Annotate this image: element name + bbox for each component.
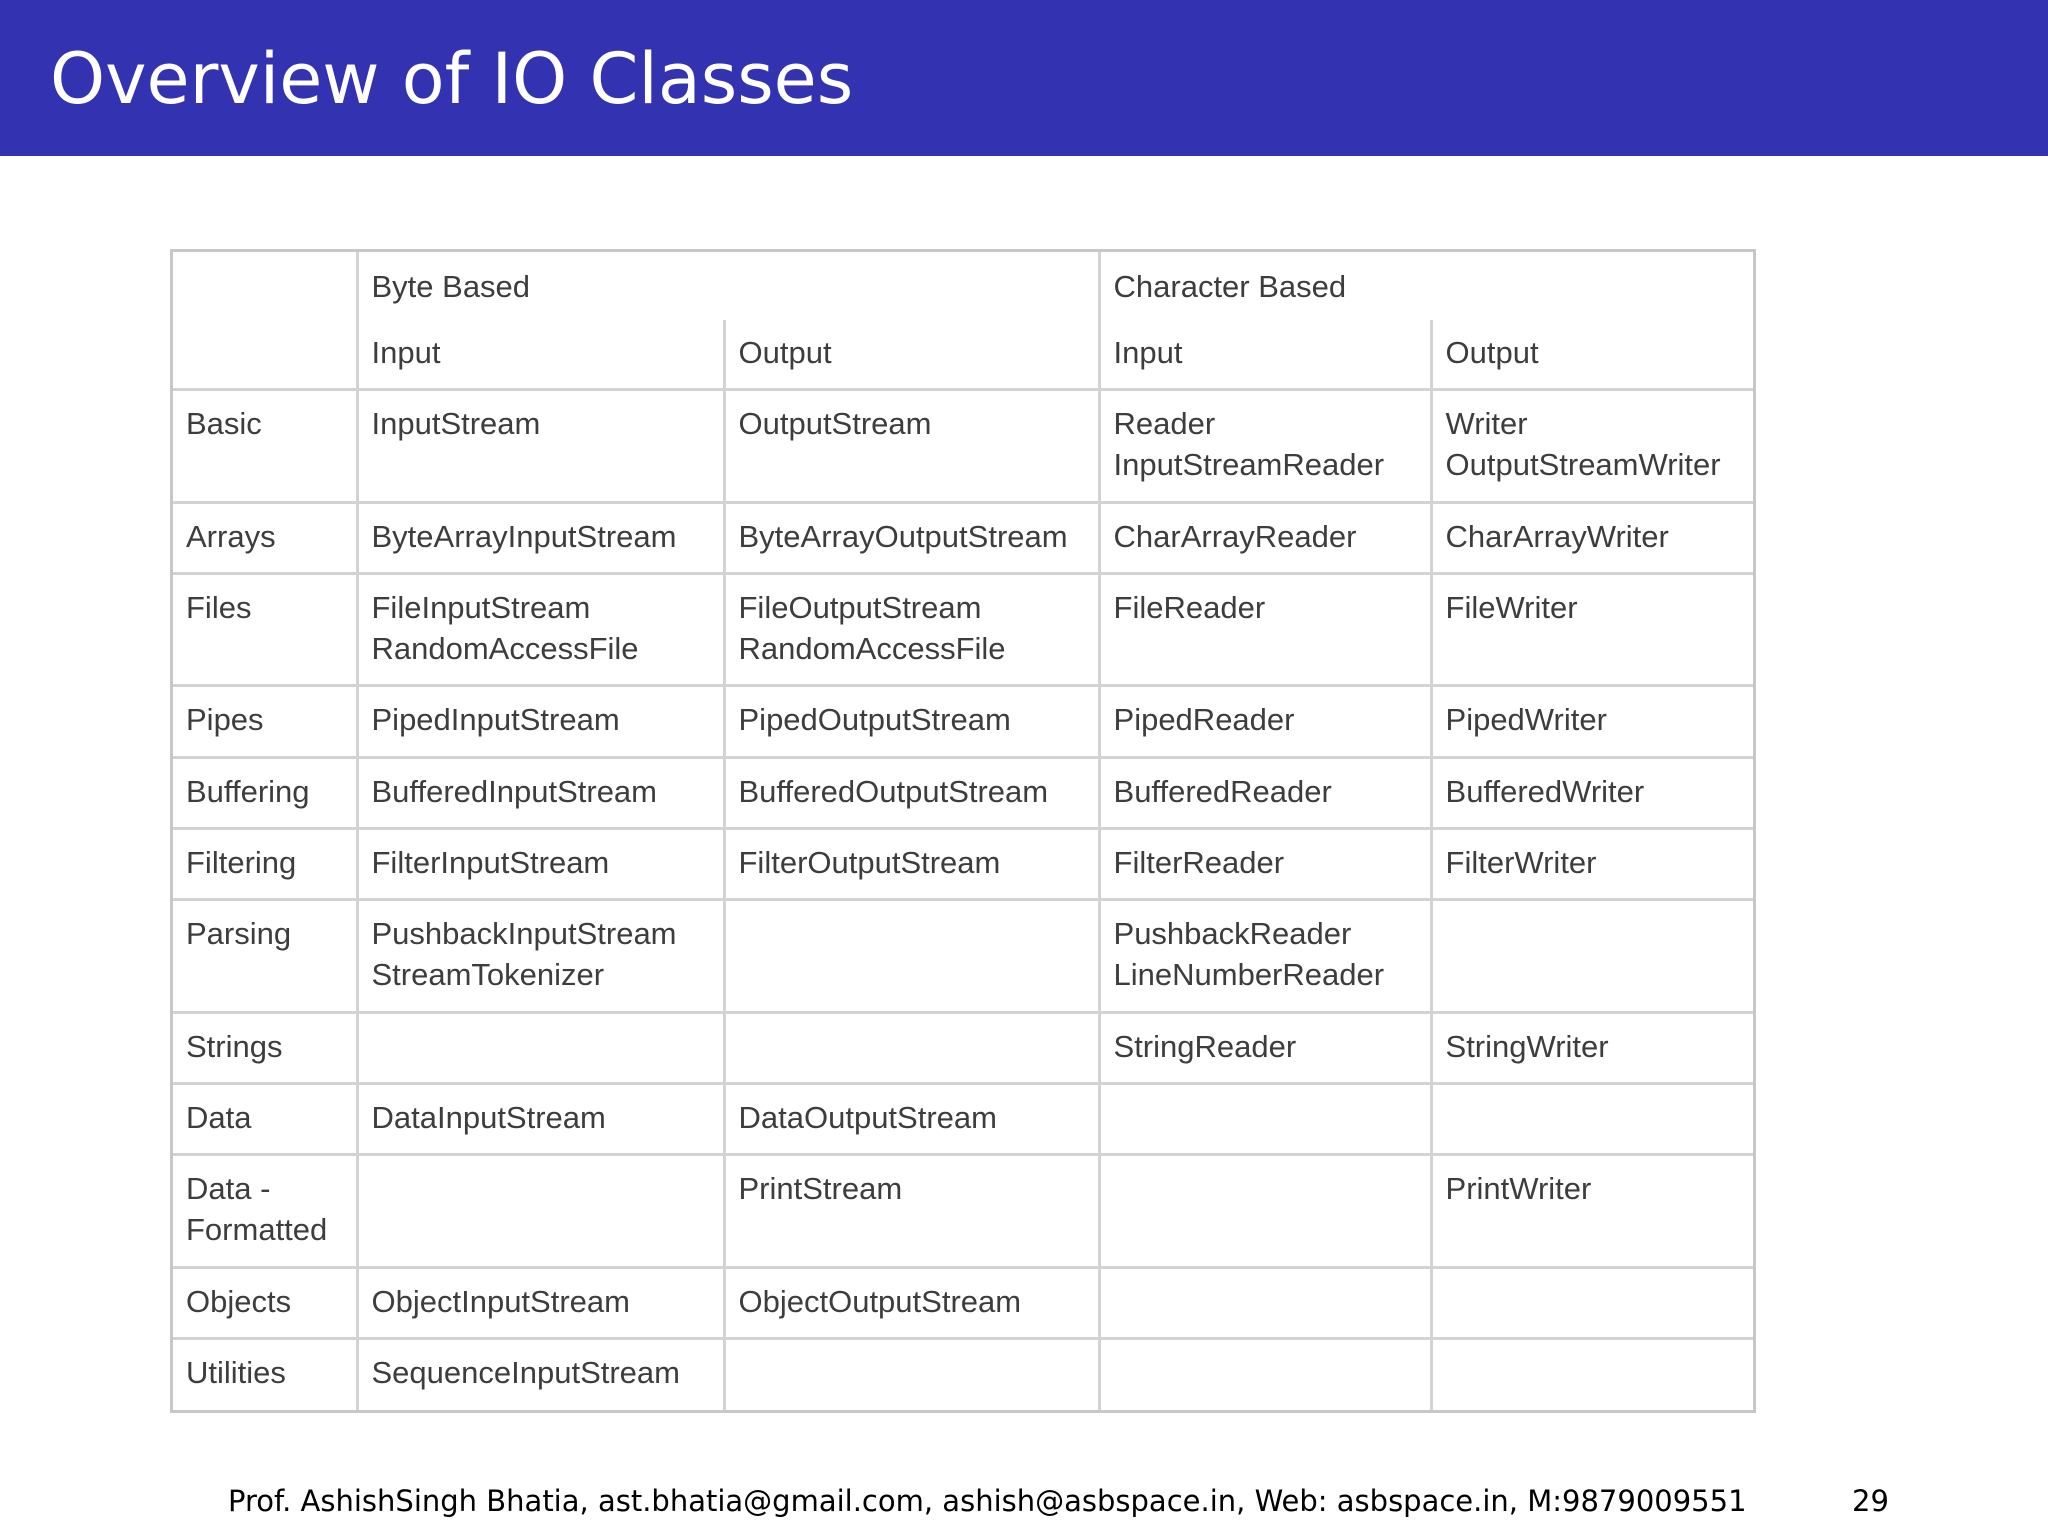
char-output-cell: BufferedWriter	[1431, 757, 1753, 828]
row-category-cell: Buffering	[173, 757, 357, 828]
char-input-cell	[1099, 1155, 1431, 1267]
header-byte-based: Byte Based	[357, 252, 1099, 320]
row-category-cell: Objects	[173, 1267, 357, 1338]
char-input-cell	[1099, 1339, 1431, 1410]
header-char-input: Input	[1099, 320, 1431, 389]
byte-input-cell: DataInputStream	[357, 1084, 724, 1155]
char-input-cell: PushbackReader LineNumberReader	[1099, 900, 1431, 1012]
byte-input-cell: BufferedInputStream	[357, 757, 724, 828]
byte-input-cell: FileInputStream RandomAccessFile	[357, 573, 724, 685]
byte-output-cell: ByteArrayOutputStream	[724, 502, 1099, 573]
header-corner-cell	[173, 252, 357, 390]
table-row	[173, 828, 1753, 899]
char-input-cell: PipedReader	[1099, 686, 1431, 757]
char-output-cell: StringWriter	[1431, 1012, 1753, 1083]
table-row	[173, 1339, 1753, 1410]
page-number: 29	[1852, 1484, 1889, 1518]
title-bar	[0, 0, 2048, 156]
char-input-cell	[1099, 1267, 1431, 1338]
byte-input-cell: InputStream	[357, 390, 724, 502]
row-category-cell: Pipes	[173, 686, 357, 757]
table-row	[173, 900, 1753, 1012]
byte-output-cell: FileOutputStream RandomAccessFile	[724, 573, 1099, 685]
char-output-cell: CharArrayWriter	[1431, 502, 1753, 573]
char-output-cell: PrintWriter	[1431, 1155, 1753, 1267]
table-row	[173, 502, 1753, 573]
row-category-cell: Arrays	[173, 502, 357, 573]
io-table	[173, 252, 1753, 1410]
byte-output-cell: BufferedOutputStream	[724, 757, 1099, 828]
char-input-cell: FileReader	[1099, 573, 1431, 685]
header-byte-input: Input	[357, 320, 724, 389]
byte-input-cell: FilterInputStream	[357, 828, 724, 899]
footer-contact: Prof. AshishSingh Bhatia, ast.bhatia@gmail.com, ashish@asbspace.in, Web: asbspace.in, M:9879009551	[228, 1484, 1747, 1518]
byte-input-cell	[357, 1012, 724, 1083]
table-row	[173, 686, 1753, 757]
row-category-cell: Utilities	[173, 1339, 357, 1410]
table-row	[173, 1267, 1753, 1338]
byte-output-cell	[724, 1012, 1099, 1083]
char-input-cell: CharArrayReader	[1099, 502, 1431, 573]
byte-output-cell: FilterOutputStream	[724, 828, 1099, 899]
table-header-row	[173, 252, 1753, 320]
row-category-cell: Data	[173, 1084, 357, 1155]
byte-output-cell	[724, 900, 1099, 1012]
table-row	[173, 1012, 1753, 1083]
row-category-cell: Basic	[173, 390, 357, 502]
slide-title: Overview of IO Classes	[50, 38, 854, 120]
char-input-cell	[1099, 1084, 1431, 1155]
char-output-cell: FileWriter	[1431, 573, 1753, 685]
byte-input-cell: ByteArrayInputStream	[357, 502, 724, 573]
byte-input-cell: PushbackInputStream StreamTokenizer	[357, 900, 724, 1012]
header-character-based: Character Based	[1099, 252, 1753, 320]
row-category-cell: Filtering	[173, 828, 357, 899]
char-input-cell: FilterReader	[1099, 828, 1431, 899]
row-category-cell: Files	[173, 573, 357, 685]
byte-output-cell	[724, 1339, 1099, 1410]
table-row	[173, 1155, 1753, 1267]
char-output-cell: FilterWriter	[1431, 828, 1753, 899]
char-input-cell: Reader InputStreamReader	[1099, 390, 1431, 502]
char-output-cell	[1431, 900, 1753, 1012]
byte-output-cell: PrintStream	[724, 1155, 1099, 1267]
header-byte-output: Output	[724, 320, 1099, 389]
byte-input-cell: SequenceInputStream	[357, 1339, 724, 1410]
table-row	[173, 757, 1753, 828]
byte-input-cell: ObjectInputStream	[357, 1267, 724, 1338]
byte-input-cell	[357, 1155, 724, 1267]
table-row	[173, 1084, 1753, 1155]
char-output-cell	[1431, 1084, 1753, 1155]
table-subheader-row	[173, 320, 1753, 389]
char-output-cell	[1431, 1339, 1753, 1410]
byte-output-cell: OutputStream	[724, 390, 1099, 502]
table-row	[173, 573, 1753, 685]
table-row	[173, 390, 1753, 502]
byte-input-cell: PipedInputStream	[357, 686, 724, 757]
byte-output-cell: PipedOutputStream	[724, 686, 1099, 757]
char-input-cell: StringReader	[1099, 1012, 1431, 1083]
byte-output-cell: DataOutputStream	[724, 1084, 1099, 1155]
char-output-cell	[1431, 1267, 1753, 1338]
header-char-output: Output	[1431, 320, 1753, 389]
row-category-cell: Strings	[173, 1012, 357, 1083]
byte-output-cell: ObjectOutputStream	[724, 1267, 1099, 1338]
char-output-cell: PipedWriter	[1431, 686, 1753, 757]
row-category-cell: Data - Formatted	[173, 1155, 357, 1267]
char-output-cell: Writer OutputStreamWriter	[1431, 390, 1753, 502]
char-input-cell: BufferedReader	[1099, 757, 1431, 828]
io-classes-table	[170, 249, 1756, 1413]
row-category-cell: Parsing	[173, 900, 357, 1012]
